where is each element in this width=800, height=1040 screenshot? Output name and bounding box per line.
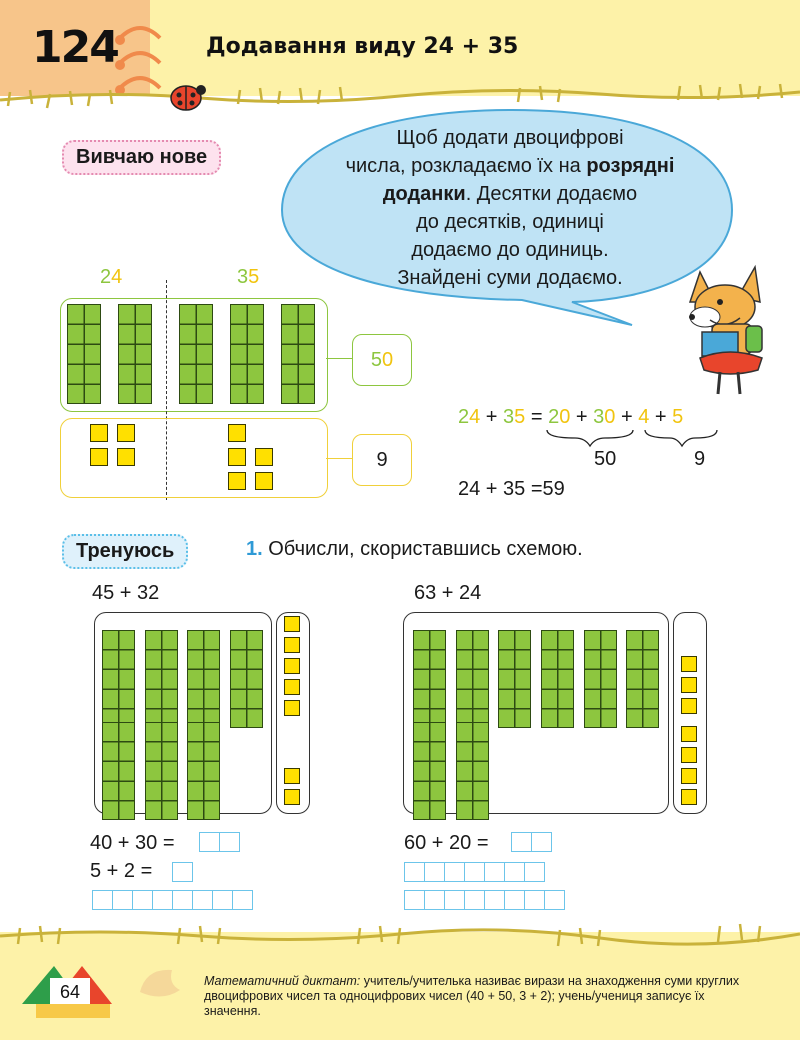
unit-cube xyxy=(284,637,300,653)
grouping-braces xyxy=(545,428,735,448)
lesson-number: 124 xyxy=(32,22,118,73)
unit-cube xyxy=(117,424,135,442)
unit-cube xyxy=(284,700,300,716)
ten-rod xyxy=(118,304,152,404)
answer-cells[interactable] xyxy=(199,832,240,852)
brace-value-9: 9 xyxy=(694,448,706,470)
ladybug-icon xyxy=(164,78,210,114)
unit-cube xyxy=(681,789,697,805)
ten-rod xyxy=(584,630,617,728)
unit-cube xyxy=(681,768,697,784)
ten-rod xyxy=(541,630,574,728)
equation-result: 24 + 35 =59 xyxy=(458,478,565,500)
ten-rod xyxy=(187,722,220,820)
exercise-b-expression: 63 + 24 xyxy=(414,582,482,604)
unit-cube xyxy=(90,448,108,466)
answer-cells[interactable] xyxy=(511,832,552,852)
fox-character-illustration xyxy=(680,262,780,402)
exercise-a-step2: 5 + 2 = xyxy=(90,860,153,882)
ten-rod xyxy=(179,304,213,404)
ten-rod xyxy=(230,630,263,728)
ten-rod xyxy=(281,304,315,404)
unit-cube xyxy=(117,448,135,466)
unit-cube xyxy=(255,472,273,490)
ten-rod xyxy=(456,722,489,820)
ten-rod xyxy=(187,630,220,728)
number-label-35: 35 xyxy=(237,266,260,288)
unit-cube xyxy=(228,448,246,466)
unit-cube xyxy=(228,424,246,442)
ten-rod xyxy=(498,630,531,728)
answer-cells[interactable] xyxy=(404,890,565,910)
ten-rod xyxy=(145,722,178,820)
speech-bubble-text: Щоб додати двоцифрові числа, розкладаємо їх на розрядні доданки. Десятки додаємо до десятків, одиниці додаємо до одиниць. Знайдені суми додаємо. xyxy=(345,127,675,289)
connector-line xyxy=(326,358,352,359)
ten-rod xyxy=(67,304,101,404)
ones-sum-box: 9 xyxy=(352,434,412,486)
number-label-24: 24 xyxy=(100,266,123,288)
unit-cube xyxy=(228,472,246,490)
unit-cube xyxy=(284,768,300,784)
answer-cells[interactable] xyxy=(172,862,193,882)
unit-cube xyxy=(681,698,697,714)
ten-rod xyxy=(626,630,659,728)
ten-rod xyxy=(102,630,135,728)
decomposition-equation: 24 + 35 = 20 + 30 + 4 + 5 xyxy=(458,406,684,428)
brace-value-50: 50 xyxy=(594,448,617,470)
lesson-title: Додавання виду 24 + 35 xyxy=(206,34,519,59)
exercise-a-expression: 45 + 32 xyxy=(92,582,160,604)
answer-cells[interactable] xyxy=(92,890,253,910)
unit-cube xyxy=(284,679,300,695)
teacher-note: Математичний диктант: учитель/учителька називає вирази на знаходження суми круглих двоцифрових чисел та одноцифрових чисел (40 + 50, 3 + 2); учень/учениця записує їх значення. xyxy=(204,974,740,1018)
unit-cube xyxy=(284,658,300,674)
unit-cube xyxy=(284,789,300,805)
exercise-b-step1: 60 + 20 = xyxy=(404,832,489,854)
unit-cube xyxy=(255,448,273,466)
section-label-practice: Тренуюсь xyxy=(62,534,188,569)
task-heading: 1. Обчисли, скориставшись схемою. xyxy=(246,538,583,560)
unit-cube xyxy=(681,747,697,763)
unit-cube xyxy=(681,677,697,693)
unit-cube xyxy=(681,656,697,672)
connector-line xyxy=(326,458,352,459)
tens-sum-box: 5 0 xyxy=(352,334,412,386)
grass-border-bottom xyxy=(0,922,800,952)
unit-cube xyxy=(681,726,697,742)
exercise-a-step1: 40 + 30 = xyxy=(90,832,175,854)
ten-rod xyxy=(456,630,489,728)
ten-rod xyxy=(145,630,178,728)
page-number: 64 xyxy=(60,982,81,1002)
section-label-learn-new: Вивчаю нове xyxy=(62,140,221,175)
leaf-icon xyxy=(132,962,184,1006)
answer-cells[interactable] xyxy=(404,862,545,882)
ten-rod xyxy=(413,630,446,728)
ten-rod xyxy=(102,722,135,820)
ten-rod xyxy=(413,722,446,820)
unit-cube xyxy=(284,616,300,632)
ten-rod xyxy=(230,304,264,404)
unit-cube xyxy=(90,424,108,442)
